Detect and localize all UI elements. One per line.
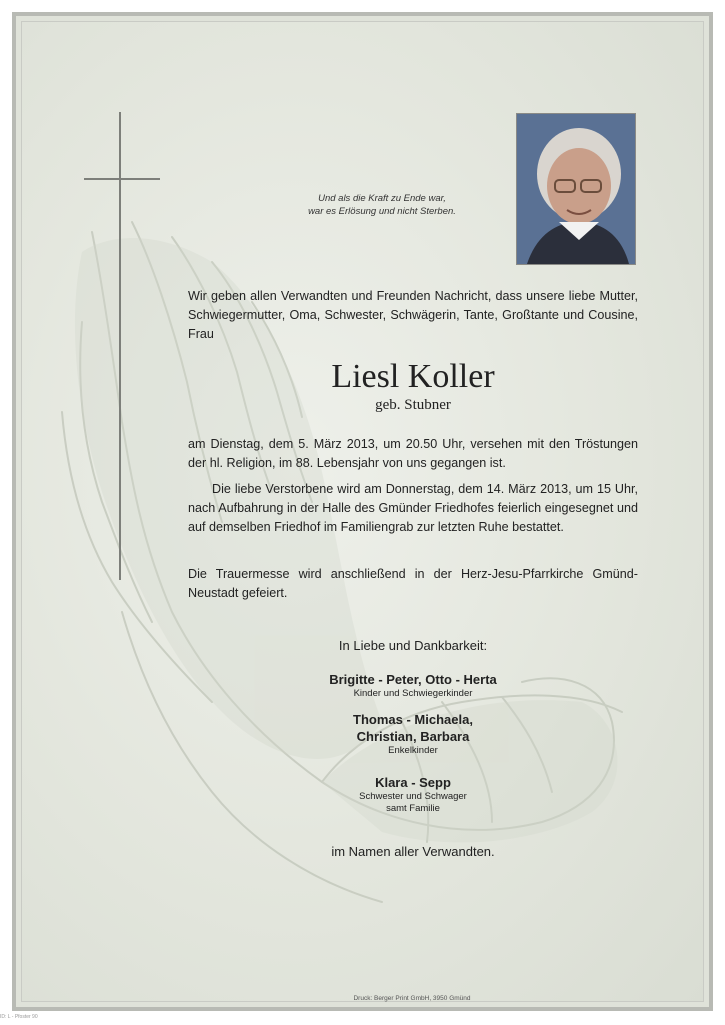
cross-horizontal-bar <box>84 178 160 180</box>
mourner-relation: Kinder und Schwiegerkinder <box>353 688 473 699</box>
funeral-paragraph: Die liebe Verstorbene wird am Donnerstag, dem 14. März 2013, um 15 Uhr, nach Aufbahrung in der Halle des Gmünder Friedhofes feierlich eingesegnet und auf demselben Friedhof im Familiengrab zur letzten Ruhe bestattet. <box>188 482 638 534</box>
death-notice-paragraph: am Dienstag, dem 5. März 2013, um 20.50 Uhr, versehen mit den Tröstungen der hl. Religion, im 88. Lebensjahr von uns gegangen ist. <box>188 437 638 470</box>
mourner-relation: Schwester und Schwager <box>359 791 467 802</box>
mourner-relation-line-2: samt Familie <box>386 803 440 814</box>
mourner-names: Brigitte - Peter, Otto - Herta <box>329 672 497 687</box>
intro-text: Wir geben allen Verwandten und Freunden Nachricht, dass unsere liebe Mutter, Schwiegermutter, Oma, Schwester, Schwägerin, Tante, Großtante und Cousine, Frau <box>188 289 638 341</box>
mourner-names: Thomas - Michaela, <box>353 712 473 727</box>
mourner-group <box>188 774 638 815</box>
inner-frame <box>21 21 704 1002</box>
mourner-group <box>188 711 638 757</box>
mourner-names-line-2: Christian, Barbara <box>356 729 470 744</box>
quote-line-1: Und als die Kraft zu Ende war, <box>318 193 446 204</box>
mourner-group <box>188 671 638 700</box>
mass-paragraph: Die Trauermesse wird anschließend in der Herz-Jesu-Pfarrkirche Gmünd-Neustadt gefeiert. <box>188 567 638 600</box>
mourner-names: Klara - Sepp <box>375 775 451 790</box>
portrait-photo <box>516 113 636 265</box>
birth-name: geb. Stubner <box>375 397 451 413</box>
portrait-image <box>517 114 635 264</box>
document-id: ID: L - Pfoster 90 <box>0 1014 38 1020</box>
printer-credit: Druck: Berger Print GmbH, 3950 Gmünd <box>353 995 471 1002</box>
memorial-quote <box>292 192 472 218</box>
mourners-heading: In Liebe und Dankbarkeit: <box>338 638 488 653</box>
cross-vertical-bar <box>119 112 121 580</box>
quote-line-2: war es Erlösung und nicht Sterben. <box>308 206 456 217</box>
deceased-name: Liesl Koller <box>331 358 495 395</box>
mourner-relation: Enkelkinder <box>388 745 438 756</box>
obituary-card <box>12 12 713 1011</box>
closing-line: im Namen aller Verwandten. <box>331 844 495 859</box>
